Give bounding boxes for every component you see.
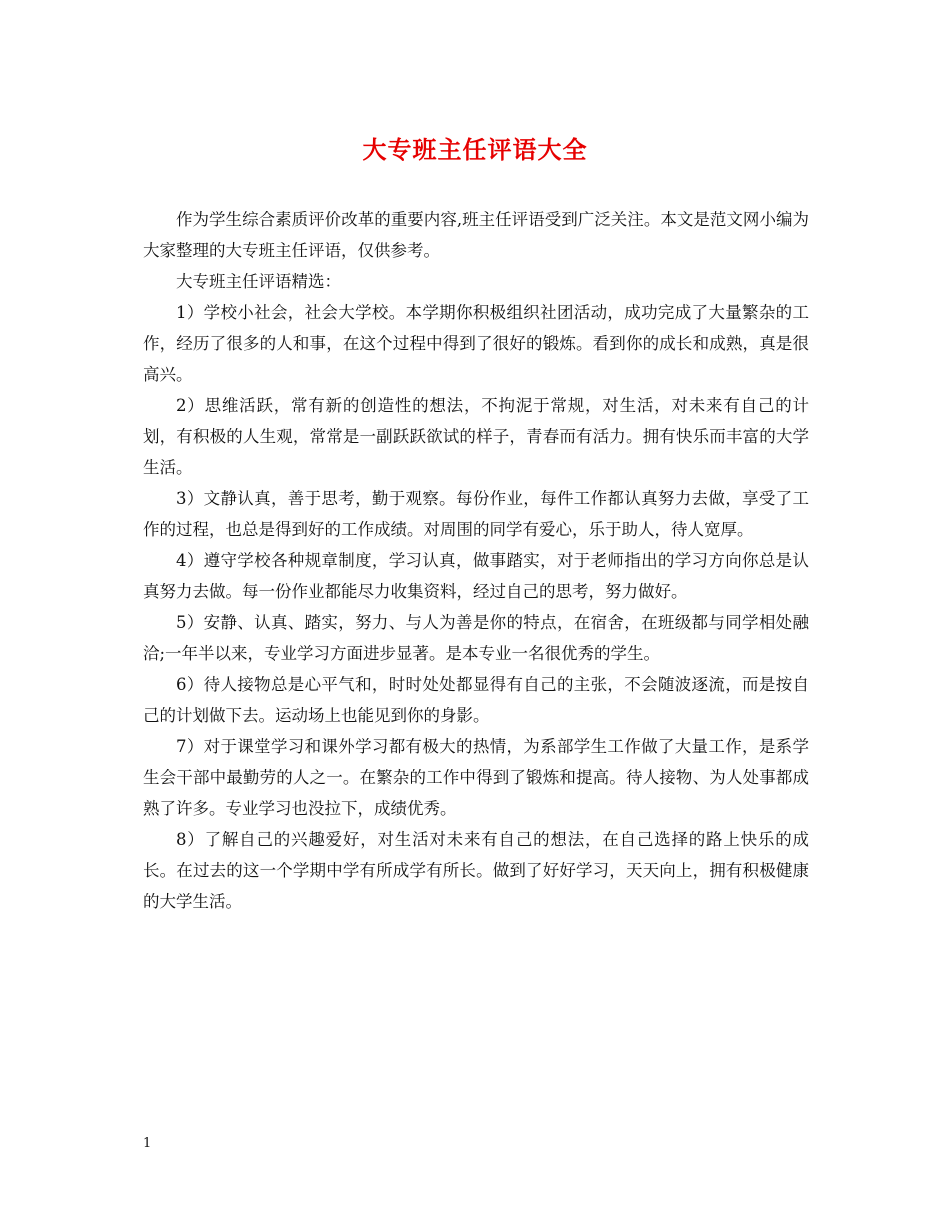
section-heading: 大专班主任评语精选： bbox=[176, 272, 341, 291]
comment-paragraph-5: 5）安静、认真、踏实，努力、与人为善是你的特点，在宿舍，在班级都与同学相处融洽;一年半以来，专业学习方面进步显著。是本专业一名很优秀的学生。 bbox=[143, 613, 809, 663]
comment-paragraph-4: 4）遵守学校各种规章制度，学习认真，做事踏实，对于老师指出的学习方向你总是认真努力去做。每一份作业都能尽力收集资料，经过自己的思考，努力做好。 bbox=[143, 551, 809, 601]
comment-paragraph-1: 1）学校小社会，社会大学校。本学期你积极组织社团活动，成功完成了大量繁杂的工作，经历了很多的人和事，在这个过程中得到了很好的锻炼。看到你的成长和成熟，真是很高兴。 bbox=[143, 303, 809, 384]
document-title: 大专班主任评语大全 bbox=[362, 135, 588, 164]
intro-paragraph: 作为学生综合素质评价改革的重要内容,班主任评语受到广泛关注。本文是范文网小编为大家整理的大专班主任评语，仅供参考。 bbox=[143, 210, 809, 260]
comment-paragraph-6: 6）待人接物总是心平气和，时时处处都显得有自己的主张，不会随波逐流，而是按自己的计划做下去。运动场上也能见到你的身影。 bbox=[143, 675, 809, 725]
comment-paragraph-3: 3）文静认真，善于思考，勤于观察。每份作业，每件工作都认真努力去做，享受了工作的过程，也总是得到好的工作成绩。对周围的同学有爱心，乐于助人，待人宽厚。 bbox=[143, 489, 809, 539]
comment-paragraph-7: 7）对于课堂学习和课外学习都有极大的热情，为系部学生工作做了大量工作，是系学生会干部中最勤劳的人之一。在繁杂的工作中得到了锻炼和提高。待人接物、为人处事都成熟了许多。专业学习也没拉下，成绩优秀。 bbox=[143, 737, 809, 818]
document-body bbox=[143, 204, 809, 917]
comment-paragraph-8: 8）了解自己的兴趣爱好，对生活对未来有自己的想法，在自己选择的路上快乐的成长。在过去的这一个学期中学有所成学有所长。做到了好好学习，天天向上，拥有积极健康的大学生活。 bbox=[143, 830, 809, 911]
comment-paragraph-2: 2）思维活跃，常有新的创造性的想法，不拘泥于常规，对生活，对未来有自己的计划，有积极的人生观，常常是一副跃跃欲试的样子，青春而有活力。拥有快乐而丰富的大学生活。 bbox=[143, 396, 809, 477]
page-number: 1 bbox=[143, 1136, 152, 1151]
